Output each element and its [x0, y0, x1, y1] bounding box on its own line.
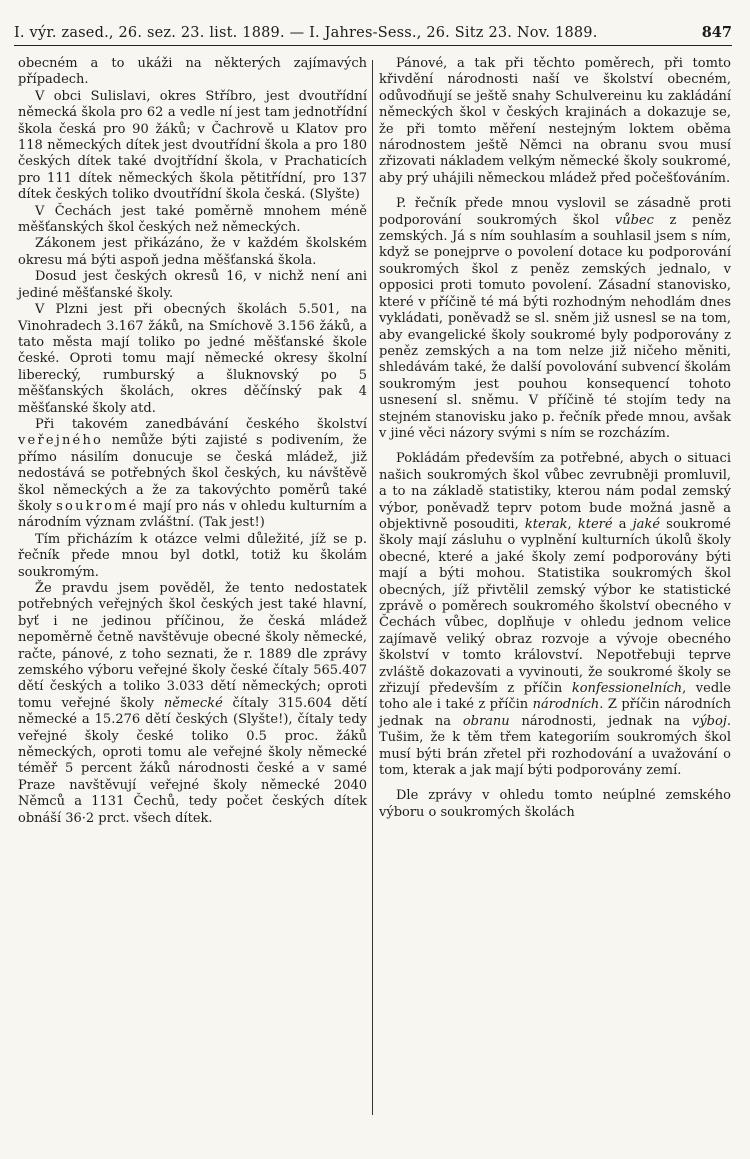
emphasis-text: národních	[532, 697, 600, 713]
paragraph-text: a	[612, 516, 633, 532]
paragraph	[379, 451, 731, 779]
emphasis-text: které	[577, 516, 613, 532]
emphasis-text: kterak	[524, 516, 568, 532]
paragraph-text: Že pravdu jsem pověděl, že tento nedostatek potřebných veřejných škol českých jest také hlavní, byť i ne jedinou příčinou, že česká mládež nepoměrně četně navštěvuje obecné školy německé, račte, pánové, z toho seznati, že r. 1889 dle zprávy zemského výboru veřejné školy české čítaly 565.407 dětí českých a toliko 3.033 dětí německých; oproti tomu veřejné školy	[18, 581, 367, 711]
paragraph	[18, 417, 367, 532]
paragraph-text: Zákonem jest přikázáno, že v každém školském okresu má býti aspoň jedna měšťanská škola.	[18, 236, 367, 268]
paragraph-text: Při takovém zanedbávání českého školství	[35, 416, 367, 432]
paragraph	[379, 788, 731, 821]
emphasis-text: německé	[163, 695, 223, 711]
paragraph	[18, 204, 367, 237]
emphasis-text: jaké	[632, 516, 661, 532]
paragraph	[18, 532, 367, 581]
paragraph-text: Pánové, a tak při těchto poměrech, při tomto křivdění národnosti naší ve školství obecném, odůvodňují se ještě snahy Schulvereinu ku zakládání německých škol v českých krajinách a dokazuje se, že při tomto měření nestejným loktem oběma národnostem ještě Němci na obranu svou musí zřizovati nákladem velkým německé školy soukromé, aby prý uhájili německou mládež před počešťováním.	[379, 56, 731, 186]
emphasis-text: konfessionelních	[571, 681, 683, 697]
paragraph-text: , vedle toho ale i také z příčin	[379, 681, 732, 713]
paragraph-text: obecném a to ukáži na některých zajímavých případech.	[18, 56, 367, 88]
emphasis-text: veřejného	[18, 433, 104, 449]
paragraph-text: Dle zprávy v ohledu tomto neúplné zemského výboru o soukromých školách	[379, 788, 731, 820]
paragraph-text: nemůže býti zajisté s podivením, že přímo násilím donucuje se česká mládež, již nedostává se potřebných škol českých, ku návštěvě škol německých a že za takovýchto poměrů také školy	[18, 433, 367, 514]
paragraph	[18, 236, 367, 269]
page-header	[14, 14, 732, 46]
right-column	[379, 56, 731, 821]
paragraph-text: V obci Sulislavi, okres Stříbro, jest dvoutřídní německá škola pro 62 a vedle ní jest tam jednotřídní škola česká pro 90 žáků; v Čachrově u Klatov pro 118 německých dítek jest dvoutřídní škola a pro 180 českých dítek také dvojtřídní škola, v Prachaticích pro 111 dítek německých škola pětitřídní, pro 137 dítek českých toliko dvoutřídní škola česká. (Slyšte)	[18, 88, 367, 203]
paragraph-text: soukromé školy mají zásluhu o vyplnění kulturních úkolů školy obecné, které a jaké školy zemí podporovány býti mají a býti mohou. Statistika soukromých škol obecných, jíž přivtělil zemský výbor ke statistické zprávě o poměrech soukromého školství obecného v Čechách vůbec, doplňuje v ohledu jednom velice zajímavě veliký obraz rozvoje a vývoje obecného školství v tomto království. Nepotřebuji teprve zvláště dokazovati a vyvinouti, že soukromé školy se zřizují především z příčin	[379, 516, 731, 697]
left-column	[18, 56, 367, 827]
paragraph-text: V Plzni jest při obecných školách 5.501, na Vinohradech 3.167 žáků, na Smíchově 3.156 žáků, a tato města mají toliko po jedné měšťanské škole české. Oproti tomu mají německé okresy školní liberecký, rumburský a šluknovský po 5 měšťanských školách, okres děčínský pak 4 měšťanské školy atd.	[18, 302, 367, 416]
emphasis-text: výboj	[691, 713, 727, 729]
paragraph-text: . Tušim, že k těm třem kategoriím soukromých škol musí býti brán zřetel při rozhodování a uvažování o tom, kterak a jak mají býti podporovány zemí.	[379, 713, 731, 779]
paragraph	[379, 196, 731, 442]
paragraph-text: P. řečník přede mnou vyslovil se zásadně proti podporování soukromých škol	[379, 196, 731, 228]
emphasis-text: vůbec	[614, 212, 654, 228]
paragraph-text: z peněz zemských. Já s ním souhlasím a souhlasil jsem s ním, když se ponejprve o povolení dotace ku podporování soukromých škol z peněz zemských jednalo, v opposici proti tomuto povolení. Zásadní stanovisko, které v příčině té má býti rozhodným nehodlám dnes vykládati, poněvadž se sl. sněm již usnesl se na tom, aby evangelické školy soukromé byly podporovány z peněz zemských a na tom nelze již ničeho měniti, shledávám také, že další povolování subvencí školám soukromým jest pouhou konsequencí tohoto usnesení sl. sněmu. V příčině té stojím tedy na stejném stanovisku jako p. řečník přede mnou, avšak v jiné věci názory svými s ním se rozcházím.	[379, 212, 731, 441]
paragraph-text: čítaly 315.604 dětí německé a 15.276 dětí českých (Slyšte!), čítaly tedy veřejné školy české toliko 0.5 proc. žáků německých, oproti tomu ale veřejné školy německé téměř 5 percent žáků národnosti české a v samé Praze navštěvují veřejné školy německé 2040 Němců a 1131 Čechů, tedy počet českých dítek obnáší 36·2 prct. všech dítek.	[18, 695, 367, 826]
paragraph-text: . Z příčin národních jednak na	[379, 697, 731, 729]
paragraph-text: V Čechách jest také poměrně mnohem méně měšťanských škol českých než německých.	[18, 203, 367, 236]
paragraph-text: Pokládám především za potřebné, abych o situaci našich soukromých škol vůbec zevrubněji promluvil, a to na základě statistiky, kterou nám podal zemský výbor, poněvadž teprv potom bude možná jasně a objektivně posouditi,	[379, 451, 731, 532]
paragraph-text: Tím přicházím k otázce velmi důležité, jíž se p. řečník přede mnou byl dotkl, totiž ku školám soukromým.	[18, 531, 367, 580]
paragraph	[18, 56, 367, 89]
column-divider	[372, 60, 373, 1115]
paragraph-text: mají pro nás v ohledu kulturním a národním význam zvláštní. (Tak jest!)	[18, 498, 367, 531]
emphasis-text: obranu	[462, 713, 510, 729]
page-number: 847	[701, 24, 732, 41]
paragraph-text: ,	[567, 516, 578, 532]
paragraph	[18, 581, 367, 827]
paragraph	[379, 56, 731, 187]
paragraph	[18, 89, 367, 204]
paragraph-text: národnosti, jednak na	[509, 713, 692, 729]
running-head: I. výr. zased., 26. sez. 23. list. 1889. — I. Jahres-Sess., 26. Sitz 23. Nov. 1889.	[14, 25, 598, 41]
emphasis-text: soukromé	[56, 498, 139, 514]
paragraph	[18, 302, 367, 417]
paragraph-text: Dosud jest českých okresů 16, v nichž není ani jediné měšťanské školy.	[18, 269, 367, 301]
paragraph	[18, 269, 367, 302]
